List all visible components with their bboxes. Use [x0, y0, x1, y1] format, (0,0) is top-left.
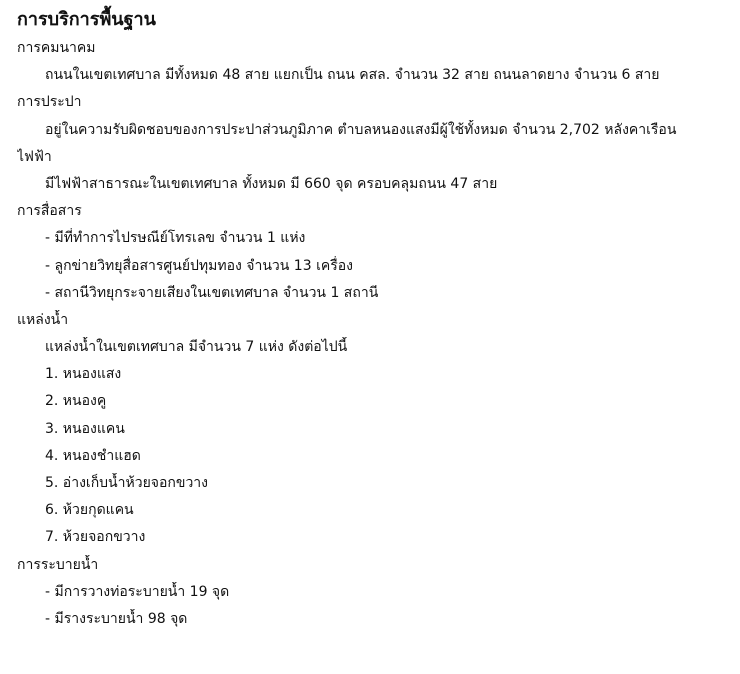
- water-source-item: 5. อ่างเก็บน้ำห้วยจอกขวาง: [45, 475, 209, 491]
- water-source-item: 2. หนองคู: [45, 393, 107, 410]
- electricity-heading: ไฟฟ้า: [17, 148, 52, 165]
- water-source-item: 6. ห้วยกุดแคน: [45, 502, 134, 519]
- communication-item: - ลูกข่ายวิทยุสื่อสารศูนย์ปทุมทอง จำนวน 13 เครื่อง: [45, 257, 353, 274]
- transport-heading: การคมนาคม: [17, 40, 96, 56]
- water-sources-intro: แหล่งน้ำในเขตเทศบาล มีจำนวน 7 แห่ง ดังต่อไปนี้: [45, 339, 348, 356]
- drainage-heading: การระบายน้ำ: [17, 556, 99, 573]
- water-source-item: 3. หนองแคน: [45, 420, 125, 437]
- drainage-item: - มีการวางท่อระบายน้ำ 19 จุด: [45, 583, 230, 600]
- water-source-item: 7. ห้วยจอกขวาง: [45, 529, 146, 546]
- page-title: การบริการพื้นฐาน: [17, 9, 156, 30]
- drainage-item: - มีรางระบายน้ำ 98 จุด: [45, 610, 188, 627]
- water-sources-heading: แหล่งน้ำ: [17, 311, 69, 328]
- communication-heading: การสื่อสาร: [17, 203, 82, 220]
- electricity-text: มีไฟฟ้าสาธารณะในเขตเทศบาล ทั้งหมด มี 660 จุด ครอบคลุมถนน 47 สาย: [45, 175, 498, 192]
- water-source-item: 4. หนองชำแฮด: [45, 447, 141, 464]
- water-supply-text: อยู่ในความรับผิดชอบของการประปาส่วนภูมิภาค ตำบลหนองแสงมีผู้ใช้ทั้งหมด จำนวน 2,702 หลังคาเรือน: [45, 121, 677, 138]
- water-supply-heading: การประปา: [17, 94, 82, 111]
- communication-item: - มีที่ทำการไปรษณีย์โทรเลข จำนวน 1 แห่ง: [45, 230, 306, 247]
- transport-text: ถนนในเขตเทศบาล มีทั้งหมด 48 สาย แยกเป็น ถนน คสล. จำนวน 32 สาย ถนนลาดยาง จำนวน 6 สาย: [45, 67, 660, 84]
- communication-item: - สถานีวิทยุกระจายเสียงในเขตเทศบาล จำนวน 1 สถานี: [45, 284, 379, 301]
- water-source-item: 1. หนองแสง: [45, 366, 122, 383]
